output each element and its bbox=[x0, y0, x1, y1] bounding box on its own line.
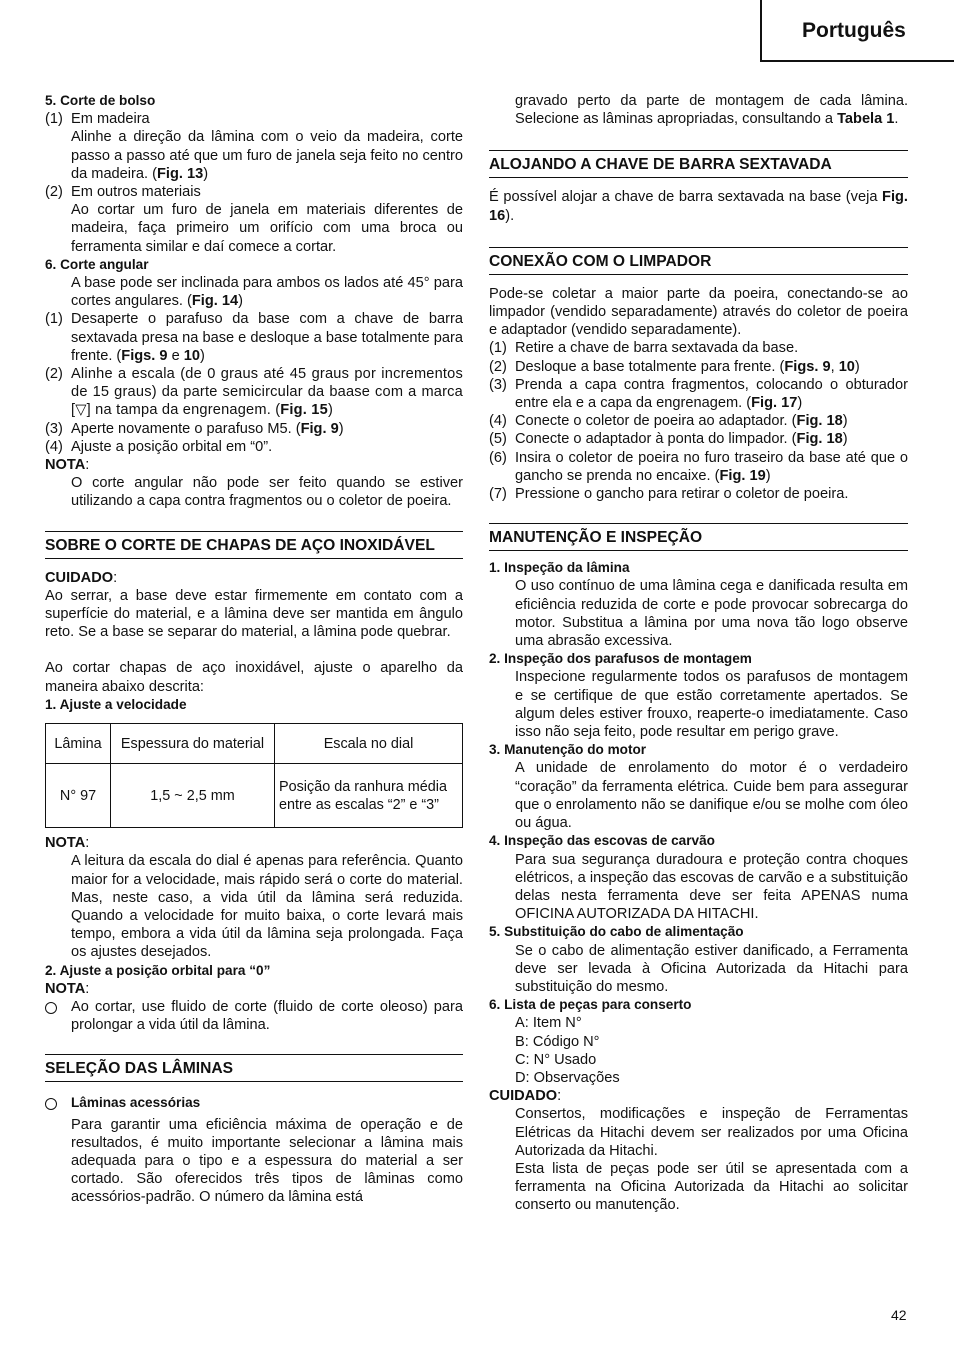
paragraph: Pode-se coletar a maior parte da poeira, conectando-se ao limpador (vendido separadamente) através do coletor de poeira e adaptador (vendido separadamente). bbox=[489, 285, 908, 339]
paragraph: Inspecione regularmente todos os parafusos de montagem e se certifique de que estão corretamente apertados. Se algum deles estiver frouxo, reaperte-o imediatamente. Caso isso não seja feito, pode resultar em perigo grave. bbox=[515, 669, 908, 741]
caution-label: CUIDADO: bbox=[45, 569, 118, 586]
step-heading: 2. Ajuste a posição orbital para “0” bbox=[45, 962, 271, 978]
section-heading: CONEXÃO COM O LIMPADOR bbox=[489, 247, 908, 275]
paragraph: Ao serrar, a base deve estar firmemente em contato com a superfície do material, e a lâmina deve ser mantida em ângulo reto. Se a base se separar do material, a lâmina pode quebrar. bbox=[45, 587, 463, 641]
paragraph: É possível alojar a chave de barra sextavada na base (veja Fig. 16). bbox=[489, 189, 908, 224]
note-label: NOTA: bbox=[45, 835, 90, 852]
list-item: Ao cortar, use fluido de corte (fluido de corte oleoso) para prolongar a vida útil da lâmina. bbox=[45, 998, 463, 1034]
paragraph: O corte angular não pode ser feito quando se estiver utilizando a capa contra fragmentos ou o coletor de poeira. bbox=[71, 475, 463, 510]
list-item: (6) Insira o coletor de poeira no furo traseiro da base até que o gancho se prenda no encaixe. (Fig. 19) bbox=[489, 449, 908, 484]
step-heading: 6. Lista de peças para conserto bbox=[489, 997, 692, 1013]
language-tab bbox=[760, 0, 954, 62]
bullet-circle-icon bbox=[45, 1002, 57, 1014]
paragraph: A leitura da escala do dial é apenas para referência. Quanto maior for a velocidade, mais rápido será o corte do material. Mas, neste caso, a vida útil da lâmina será reduzida. Quando a velocidade for muito baixa, o corte levará mais tempo, embora a vida útil da lâmina seja prolongada. Faça os ajustes desejados. bbox=[71, 853, 463, 961]
list-item: (1) Em madeira bbox=[45, 111, 150, 128]
paragraph: O uso contínuo de uma lâmina cega e danificada resulta em eficiência reduzida de corte e pode provocar sobrecarga do motor. Substitua a lâmina por uma nova tão logo observe uma abrasão excessiva. bbox=[515, 578, 908, 650]
parts-list-item: B: Código N° bbox=[515, 1033, 600, 1050]
list-item: (2) Alinhe a escala (de 0 graus até 45 graus por incrementos de 15 graus) da parte semicircular da baase com a marca [▽] na tampa da engrenagem. (Fig. 15) bbox=[45, 366, 463, 419]
step-heading: 1. Ajuste a velocidade bbox=[45, 696, 187, 712]
paragraph: A unidade de enrolamento do motor é o verdadeiro “coração” da ferramenta elétrica. Cuide bem para assegurar que o enrolamento não se danifique e/ou se molhe com óleo ou água. bbox=[515, 760, 908, 832]
list-item: Lâminas acessórias bbox=[45, 1094, 463, 1115]
step-heading: 5. Substituição do cabo de alimentação bbox=[489, 924, 744, 940]
caution-label: CUIDADO: bbox=[489, 1088, 562, 1105]
step-heading: 3. Manutenção do motor bbox=[489, 742, 647, 758]
list-item: (4) Conecte o coletor de poeira ao adaptador. (Fig. 18) bbox=[489, 413, 848, 430]
parts-list-item: C: N° Usado bbox=[515, 1051, 597, 1068]
right-column bbox=[489, 92, 908, 1215]
bullet-circle-icon bbox=[45, 1098, 57, 1110]
bevel-cut-heading: 6. Corte angular bbox=[45, 256, 149, 272]
paragraph: Se o cabo de alimentação estiver danificado, a Ferramenta deve ser levada à Oficina Autorizada da Hitachi para substituição do mesmo. bbox=[515, 942, 908, 995]
section-heading: MANUTENÇÃO E INSPEÇÃO bbox=[489, 523, 908, 551]
paragraph: Para sua segurança duradoura e proteção contra choques elétricos, a inspeção das escovas de carvão e a substituição delas nesta ferramenta deve ser feita APENAS numa OFICINA AUTORIZADA DA HITACHI. bbox=[515, 851, 908, 923]
language-label: Português bbox=[802, 19, 906, 42]
paragraph: Ao cortar um furo de janela em materiais diferentes de madeira, faça primeiro um orifício com uma broca ou ferramenta similar e daí comece a cortar. bbox=[71, 202, 463, 255]
note-label: NOTA: bbox=[45, 457, 90, 474]
list-item: (3) Aperte novamente o parafuso M5. (Fig. 9) bbox=[45, 420, 344, 437]
list-item: (4) Ajuste a posição orbital em “0”. bbox=[45, 438, 273, 455]
list-item: (7) Pressione o gancho para retirar o coletor de poeira. bbox=[489, 486, 849, 503]
note-label: NOTA: bbox=[45, 980, 90, 997]
section-heading: SELEÇÃO DAS LÂMINAS bbox=[45, 1054, 463, 1082]
left-column bbox=[45, 92, 463, 1207]
step-heading: 1. Inspeção da lâmina bbox=[489, 560, 630, 576]
section-heading: ALOJANDO A CHAVE DE BARRA SEXTAVADA bbox=[489, 150, 908, 178]
list-item: (2) Em outros materiais bbox=[45, 184, 201, 201]
page-number: 42 bbox=[891, 1307, 907, 1323]
paragraph: A base pode ser inclinada para ambos os lados até 45° para cortes angulares. (Fig. 14) bbox=[71, 275, 463, 310]
step-heading: 4. Inspeção das escovas de carvão bbox=[489, 833, 715, 849]
paragraph: Alinhe a direção da lâmina com o veio da madeira, corte passo a passo até que um furo de janela seja feito no centro da madeira. (Fig. 13) bbox=[71, 129, 463, 182]
list-item: (1) Desaperte o parafuso da base com a chave de barra sextavada presa na base e desloque a base totalmente para frente. (Figs. 9 e 10) bbox=[45, 311, 463, 364]
paragraph: Ao cortar chapas de aço inoxidável, ajuste o aparelho da maneira abaixo descrita: bbox=[45, 660, 463, 695]
parts-list-item: D: Observações bbox=[515, 1069, 620, 1086]
list-item: (2) Desloque a base totalmente para frente. (Figs. 9, 10) bbox=[489, 358, 860, 375]
paragraph: Consertos, modificações e inspeção de Ferramentas Elétricas da Hitachi devem ser realizados por uma Oficina Autorizada da Hitachi. bbox=[515, 1106, 908, 1159]
paragraph: gravado perto da parte de montagem de cada lâmina. Selecione as lâminas apropriadas, consultando a Tabela 1. bbox=[515, 93, 908, 128]
list-item: (5) Conecte o adaptador à ponta do limpador. (Fig. 18) bbox=[489, 431, 848, 448]
list-item: (1) Retire a chave de barra sextavada da base. bbox=[489, 340, 799, 357]
section-heading: SOBRE O CORTE DE CHAPAS DE AÇO INOXIDÁVEL bbox=[45, 531, 463, 559]
parts-list-item: A: Item N° bbox=[515, 1015, 582, 1032]
step-heading: 2. Inspeção dos parafusos de montagem bbox=[489, 651, 752, 667]
paragraph: Para garantir uma eficiência máxima de operação e de resultados, é muito importante selecionar a lâmina mais adequada para o tipo e a espessura do material a ser cortado. São oferecidos três tipos de lâminas como acessórios-padrão. O número da lâmina está bbox=[71, 1116, 463, 1206]
speed-table: Lâmina Espessura do material Escala no dial N° 97 1,5 ~ 2,5 mm Posição da ranhura média entre as escalas “2” e “3” bbox=[45, 723, 463, 828]
list-item: (3) Prenda a capa contra fragmentos, colocando o obturador entre ela e a capa da engrenagem. (Fig. 17) bbox=[489, 376, 908, 412]
paragraph: Esta lista de peças pode ser útil se apresentada com a ferramenta na Oficina Autorizada da Hitachi ao solicitar conserto ou manutenção. bbox=[515, 1160, 908, 1214]
pocket-cut-heading: 5. Corte de bolso bbox=[45, 93, 156, 108]
